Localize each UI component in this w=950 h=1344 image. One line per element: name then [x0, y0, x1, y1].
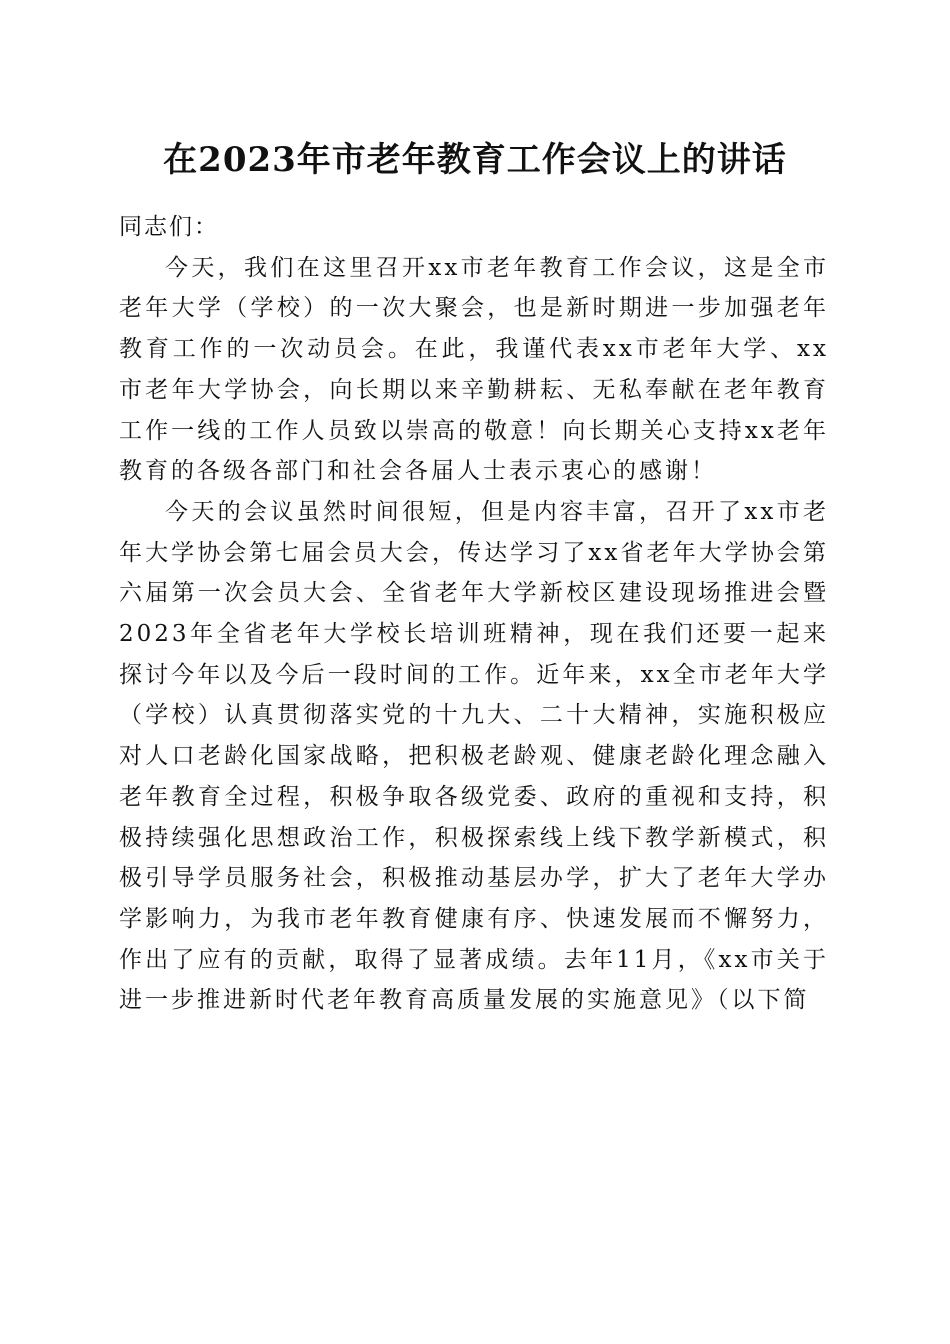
- document-body: [119, 207, 829, 1021]
- salutation: 同志们：: [119, 214, 219, 240]
- paragraph-achievements: 今天的会议虽然时间很短，但是内容丰富，召开了xx市老年大学协会第七届会员大会，传达学习了xx省老年大学协会第六届第一次会员大会、全省老年大学新校区建设现场推进会暨2023年全省老年大学校长培训班精神，现在我们还要一起来探讨今年以及今后一段时间的工作。近年来，xx全市老年大学（学校）认真贯彻落实党的十九大、二十大精神，实施积极应对人口老龄化国家战略，把积极老龄观、健康老龄化理念融入老年教育全过程，积极争取各级党委、政府的重视和支持，积极持续强化思想政治工作，积极探索线上线下教学新模式，积极引导学员服务社会，积极推动基层办学，扩大了老年大学办学影响力，为我市老年教育健康有序、快速发展而不懈努力，作出了应有的贡献，取得了显著成绩。去年11月，《xx市关于进一步推进新时代老年教育高质量发展的实施意见》（以下简: [119, 498, 829, 1014]
- paragraph-opening: 今天，我们在这里召开xx市老年教育工作会议，这是全市老年大学（学校）的一次大聚会，也是新时期进一步加强老年教育工作的一次动员会。在此，我谨代表xx市老年大学、xx市老年大学协会，向长期以来辛勤耕耘、无私奉献在老年教育工作一线的工作人员致以崇高的敬意！向长期关心支持xx老年教育的各级各部门和社会各届人士表示衷心的感谢！: [119, 254, 829, 485]
- document-title: 在2023年市老年教育工作会议上的讲话: [163, 140, 787, 180]
